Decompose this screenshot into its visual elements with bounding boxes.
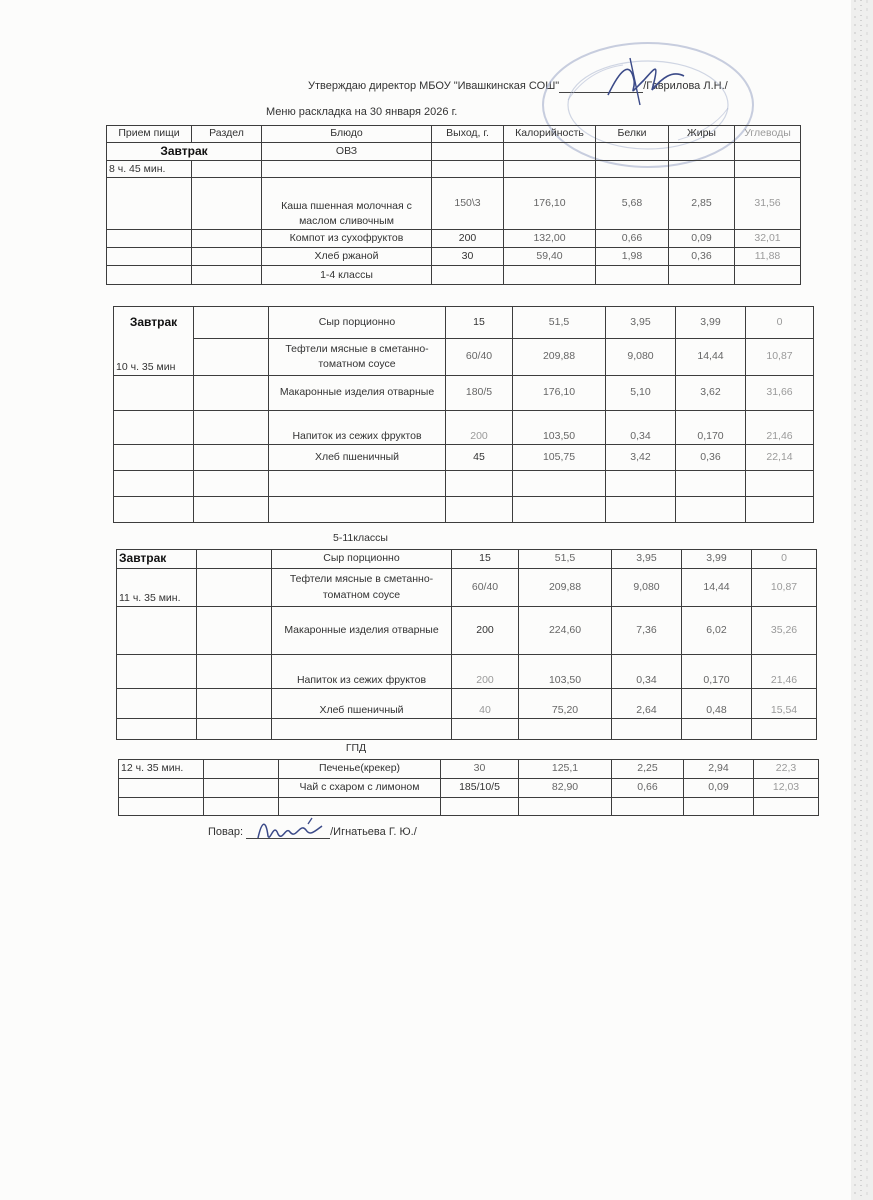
output-value: 200 (452, 655, 519, 689)
carbs-value: 10,87 (746, 339, 814, 376)
carbs-value: 11,88 (735, 248, 801, 266)
protein-value: 5,10 (606, 376, 676, 411)
col-protein: Белки (596, 126, 669, 143)
protein-value: 0,34 (606, 411, 676, 445)
meal-time: 8 ч. 45 мин. (107, 161, 192, 178)
menu-table-gpd (118, 759, 819, 816)
table-row (114, 445, 814, 471)
section-label: ГПД (345, 742, 367, 754)
calories-value: 224,60 (519, 607, 612, 655)
carbs-value: 22,3 (754, 760, 819, 779)
output-value: 30 (441, 760, 519, 779)
calories-value: 82,90 (519, 779, 612, 798)
output-value: 150\3 (432, 178, 504, 230)
calories-value: 105,75 (513, 445, 606, 471)
protein-value: 7,36 (612, 607, 682, 655)
fat-value: 0,36 (676, 445, 746, 471)
cook-label: Повар: (208, 826, 244, 838)
table-row (119, 798, 819, 816)
col-dish: Блюдо (262, 126, 432, 143)
meal-label: Завтрак (107, 143, 262, 161)
dish-name: Хлеб пшеничный (269, 445, 446, 471)
section-label: 5-11классы (333, 532, 388, 544)
table-row (114, 497, 814, 523)
calories-value: 75,20 (519, 689, 612, 719)
output-value: 45 (446, 445, 513, 471)
output-value: 185/10/5 (441, 779, 519, 798)
dish-name: Напиток из сежих фруктов (272, 655, 452, 689)
carbs-value: 21,46 (752, 655, 817, 689)
col-meal: Прием пищи (107, 126, 192, 143)
fat-value: 0,09 (684, 779, 754, 798)
meal-label: Завтрак (117, 550, 197, 569)
menu-table-grades-5-11 (116, 549, 817, 740)
dish-name: Макаронные изделия отварные (272, 607, 452, 655)
output-value: 200 (432, 230, 504, 248)
carbs-value: 31,66 (746, 376, 814, 411)
calories-value: 176,10 (504, 178, 596, 230)
approval-text: Утверждаю директор МБОУ "Ивашкинская СОШ" (308, 80, 560, 92)
cook-name: /Игнатьева Г. Ю./ (330, 826, 417, 838)
table-row (114, 411, 814, 445)
protein-value: 0,66 (596, 230, 669, 248)
protein-value: 3,42 (606, 445, 676, 471)
fat-value: 0,36 (669, 248, 735, 266)
fat-value: 3,99 (682, 550, 752, 569)
table-row (117, 569, 817, 607)
table-row (119, 760, 819, 779)
group-label: ОВЗ (262, 143, 432, 161)
section-label: 1-4 классы (262, 266, 432, 285)
carbs-value: 22,14 (746, 445, 814, 471)
director-signature-line (559, 80, 643, 93)
dish-name: Тефтели мясные в сметанно-томатном соусе (269, 339, 446, 376)
column-header-row (107, 126, 801, 143)
calories-value: 132,00 (504, 230, 596, 248)
menu-title: Меню раскладка на 30 января 2026 г. (266, 106, 458, 118)
meal-time: 11 ч. 35 мин. (117, 569, 197, 607)
approval-line (308, 80, 728, 93)
dish-name: Каша пшенная молочная с маслом сливочным (262, 178, 432, 230)
table-row (117, 719, 817, 740)
table-row (107, 248, 801, 266)
calories-value: 103,50 (513, 411, 606, 445)
fat-value: 3,62 (676, 376, 746, 411)
fat-value: 14,44 (676, 339, 746, 376)
carbs-value: 15,54 (752, 689, 817, 719)
fat-value: 14,44 (682, 569, 752, 607)
table-row (117, 607, 817, 655)
protein-value: 2,25 (612, 760, 684, 779)
dish-name: Макаронные изделия отварные (269, 376, 446, 411)
table-row (107, 266, 801, 285)
protein-value: 9,080 (606, 339, 676, 376)
calories-value: 51,5 (519, 550, 612, 569)
carbs-value: 10,87 (752, 569, 817, 607)
carbs-value: 32,01 (735, 230, 801, 248)
table-row (119, 779, 819, 798)
fat-value: 2,94 (684, 760, 754, 779)
fat-value: 0,09 (669, 230, 735, 248)
protein-value: 5,68 (596, 178, 669, 230)
calories-value: 59,40 (504, 248, 596, 266)
col-section: Раздел (192, 126, 262, 143)
table-row (107, 230, 801, 248)
protein-value: 2,64 (612, 689, 682, 719)
carbs-value: 21,46 (746, 411, 814, 445)
calories-value: 176,10 (513, 376, 606, 411)
table-row (114, 471, 814, 497)
calories-value: 209,88 (513, 339, 606, 376)
dish-name: Чай с схаром с лимоном (279, 779, 441, 798)
output-value: 15 (446, 307, 513, 339)
col-carbs: Углеводы (735, 126, 801, 143)
cook-line (208, 826, 417, 839)
table-row (117, 550, 817, 569)
table-row (114, 376, 814, 411)
table-row (107, 143, 801, 161)
table-row (114, 307, 814, 339)
calories-value: 103,50 (519, 655, 612, 689)
fat-value: 0,170 (682, 655, 752, 689)
fat-value: 0,170 (676, 411, 746, 445)
fat-value: 2,85 (669, 178, 735, 230)
dish-name: Сыр порционно (272, 550, 452, 569)
protein-value: 1,98 (596, 248, 669, 266)
carbs-value: 0 (752, 550, 817, 569)
protein-value: 3,95 (612, 550, 682, 569)
dish-name: Сыр порционно (269, 307, 446, 339)
meal-time: 12 ч. 35 мин. (119, 760, 204, 779)
output-value: 30 (432, 248, 504, 266)
fat-value: 3,99 (676, 307, 746, 339)
protein-value: 3,95 (606, 307, 676, 339)
dish-name: Хлеб пшеничный (272, 689, 452, 719)
table-row (107, 161, 801, 178)
cook-signature-line (246, 826, 330, 839)
table-row (117, 655, 817, 689)
dish-name: Печенье(крекер) (279, 760, 441, 779)
col-fat: Жиры (669, 126, 735, 143)
output-value: 200 (446, 411, 513, 445)
dish-name: Напиток из сежих фруктов (269, 411, 446, 445)
output-value: 200 (452, 607, 519, 655)
output-value: 180/5 (446, 376, 513, 411)
output-value: 60/40 (446, 339, 513, 376)
fat-value: 6,02 (682, 607, 752, 655)
fat-value: 0,48 (682, 689, 752, 719)
protein-value: 0,66 (612, 779, 684, 798)
carbs-value: 35,26 (752, 607, 817, 655)
table-row (114, 339, 814, 376)
dish-name: Хлеб ржаной (262, 248, 432, 266)
carbs-value: 0 (746, 307, 814, 339)
col-output: Выход, г. (432, 126, 504, 143)
carbs-value: 31,56 (735, 178, 801, 230)
menu-table-grades-1-4 (113, 306, 814, 523)
meal-time: 10 ч. 35 мин (114, 339, 194, 376)
menu-table-ovz (106, 125, 801, 285)
dish-name: Тефтели мясные в сметанно-томатном соусе (272, 569, 452, 607)
table-row (117, 689, 817, 719)
protein-value: 0,34 (612, 655, 682, 689)
protein-value: 9,080 (612, 569, 682, 607)
output-value: 40 (452, 689, 519, 719)
table-row (107, 178, 801, 230)
calories-value: 125,1 (519, 760, 612, 779)
col-calories: Калорийность (504, 126, 596, 143)
scan-edge (833, 0, 873, 1200)
calories-value: 51,5 (513, 307, 606, 339)
director-name: /Гаврилова Л.Н./ (643, 80, 728, 92)
output-value: 15 (452, 550, 519, 569)
carbs-value: 12,03 (754, 779, 819, 798)
output-value: 60/40 (452, 569, 519, 607)
meal-label: Завтрак (114, 307, 194, 339)
dish-name: Компот из сухофруктов (262, 230, 432, 248)
calories-value: 209,88 (519, 569, 612, 607)
